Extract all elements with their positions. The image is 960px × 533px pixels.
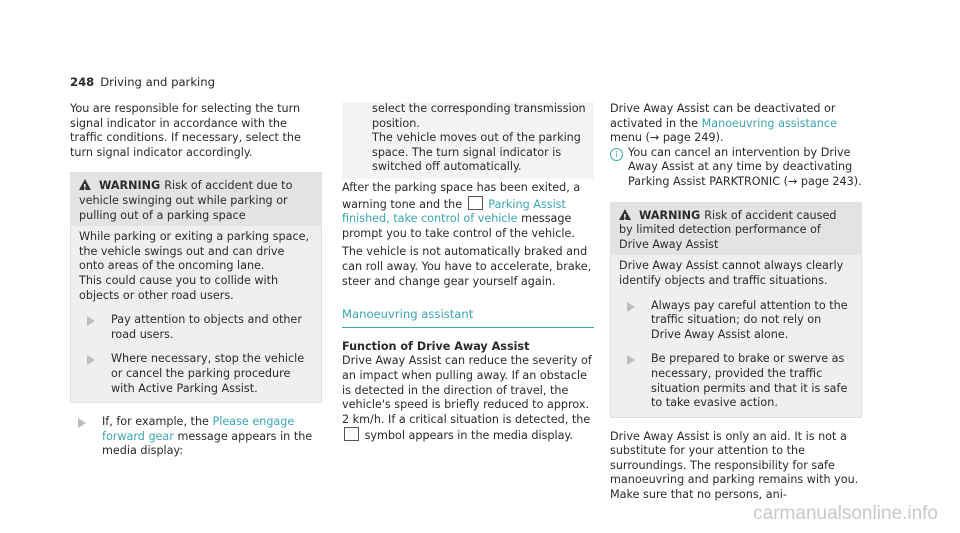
warning-title: Risk of accident due to vehicle swinging out while parking or pulling out of a parking space xyxy=(79,179,293,222)
paragraph-text: symbol appears in the media display. xyxy=(364,429,574,443)
warning-triangle-icon xyxy=(619,209,631,220)
arrow-icon xyxy=(627,302,635,312)
warning-box xyxy=(610,202,862,418)
step-text: If, for example, the xyxy=(102,415,209,429)
paragraph xyxy=(342,181,594,241)
warning-header xyxy=(71,173,321,226)
warning-body xyxy=(71,226,321,402)
column-1 xyxy=(70,102,322,459)
arrow-icon xyxy=(78,418,86,428)
paragraph-text: After the parking space has been exited, a warning tone and the xyxy=(342,180,581,211)
step-item xyxy=(70,415,322,459)
paragraph-text: menu (→ page 249). xyxy=(610,131,724,145)
paragraph: The vehicle is not automatically braked and can roll away. You have to accelerate, brake, steer and change gear yourself again. xyxy=(342,245,592,288)
info-icon: i xyxy=(610,148,623,161)
paragraph xyxy=(610,102,862,146)
substep-text: The vehicle moves out of the parking space. The turn signal indicator is switched off automatically. xyxy=(372,131,581,174)
list-item xyxy=(619,299,853,343)
warning-title: Risk of accident caused by limited detection performance of Drive Away Assist xyxy=(619,208,837,251)
list-item-text: Where necessary, stop the vehicle or cancel the parking procedure with Active Parking Assist. xyxy=(111,352,305,395)
drive-away-assist-icon xyxy=(344,427,359,441)
info-text: You can cancel an intervention by Drive Away Assist at any time by deactivating Parking Assist PARKTRONIC (→ page 243). xyxy=(628,145,862,188)
intro-paragraph: You are responsible for selecting the turn signal indicator in accordance with the traffic conditions. If necessary, select the turn signal indicator accordingly. xyxy=(70,102,301,159)
watermark: carmanualsonline.info xyxy=(753,503,938,524)
step-text: message appears in the media display: xyxy=(102,429,313,458)
list-item xyxy=(619,352,853,410)
column-3 xyxy=(610,102,862,503)
paragraph-text: Drive Away Assist can be deactivated or activated in the xyxy=(610,102,836,130)
list-item-text: Always pay careful attention to the traffic situation; do not rely on Drive Away Assist alone. xyxy=(651,298,848,341)
substep-text: select the corresponding transmission position. xyxy=(372,102,586,130)
warning-text: Drive Away Assist cannot always clearly identify objects and traffic situations. xyxy=(619,259,844,287)
warning-text: While parking or exiting a parking space, the vehicle swings out and can drive onto areas of the oncoming lane. xyxy=(79,230,310,273)
paragraph-text: Drive Away Assist can reduce the severity of an impact when pulling away. If an obstacle is detected in the direction of travel, the vehicle's speed is briefly reduced to approx. 2 km/h. If a critical situation is detected, the xyxy=(342,354,592,426)
warning-box xyxy=(70,172,322,403)
info-note xyxy=(610,146,862,190)
page-number: 248 xyxy=(70,75,95,89)
page-header xyxy=(70,75,215,89)
warning-body xyxy=(611,255,861,416)
column-2 xyxy=(342,102,594,444)
display-message: Parking Assist finished, take control of vehicle xyxy=(342,197,566,226)
list-item xyxy=(79,313,313,342)
paragraph-text: message prompt you to take control of the vehicle. xyxy=(342,212,575,240)
paragraph: Drive Away Assist is only an aid. It is not a substitute for your attention to the surroundings. The responsibility for safe manoeuvring and parking remains with you. Make sure that no persons, ani- xyxy=(610,429,859,502)
arrow-icon xyxy=(87,355,95,365)
section-title: Driving and parking xyxy=(100,75,215,89)
warning-triangle-icon xyxy=(79,179,91,190)
display-message: Please engage forward gear xyxy=(102,415,295,443)
parking-assist-icon xyxy=(468,196,483,210)
list-item-text: Pay attention to objects and other road users. xyxy=(111,313,302,341)
arrow-icon xyxy=(87,316,95,326)
arrow-icon xyxy=(627,355,635,365)
menu-name: Manoeuvring assistance xyxy=(701,116,837,130)
warning-label: WARNING xyxy=(639,208,701,222)
subsection-heading: Function of Drive Away Assist xyxy=(342,339,530,353)
paragraph xyxy=(342,354,594,444)
section-heading: Manoeuvring assistant xyxy=(342,307,594,328)
warning-header xyxy=(611,203,861,256)
warning-label: WARNING xyxy=(99,179,161,193)
substep xyxy=(342,102,594,179)
list-item xyxy=(79,352,313,396)
list-item-text: Be prepared to brake or swerve as necessary, provided the traffic situation permits and that it is safe to take evasive action. xyxy=(651,352,848,410)
warning-text: This could cause you to collide with objects or other road users. xyxy=(79,273,279,302)
